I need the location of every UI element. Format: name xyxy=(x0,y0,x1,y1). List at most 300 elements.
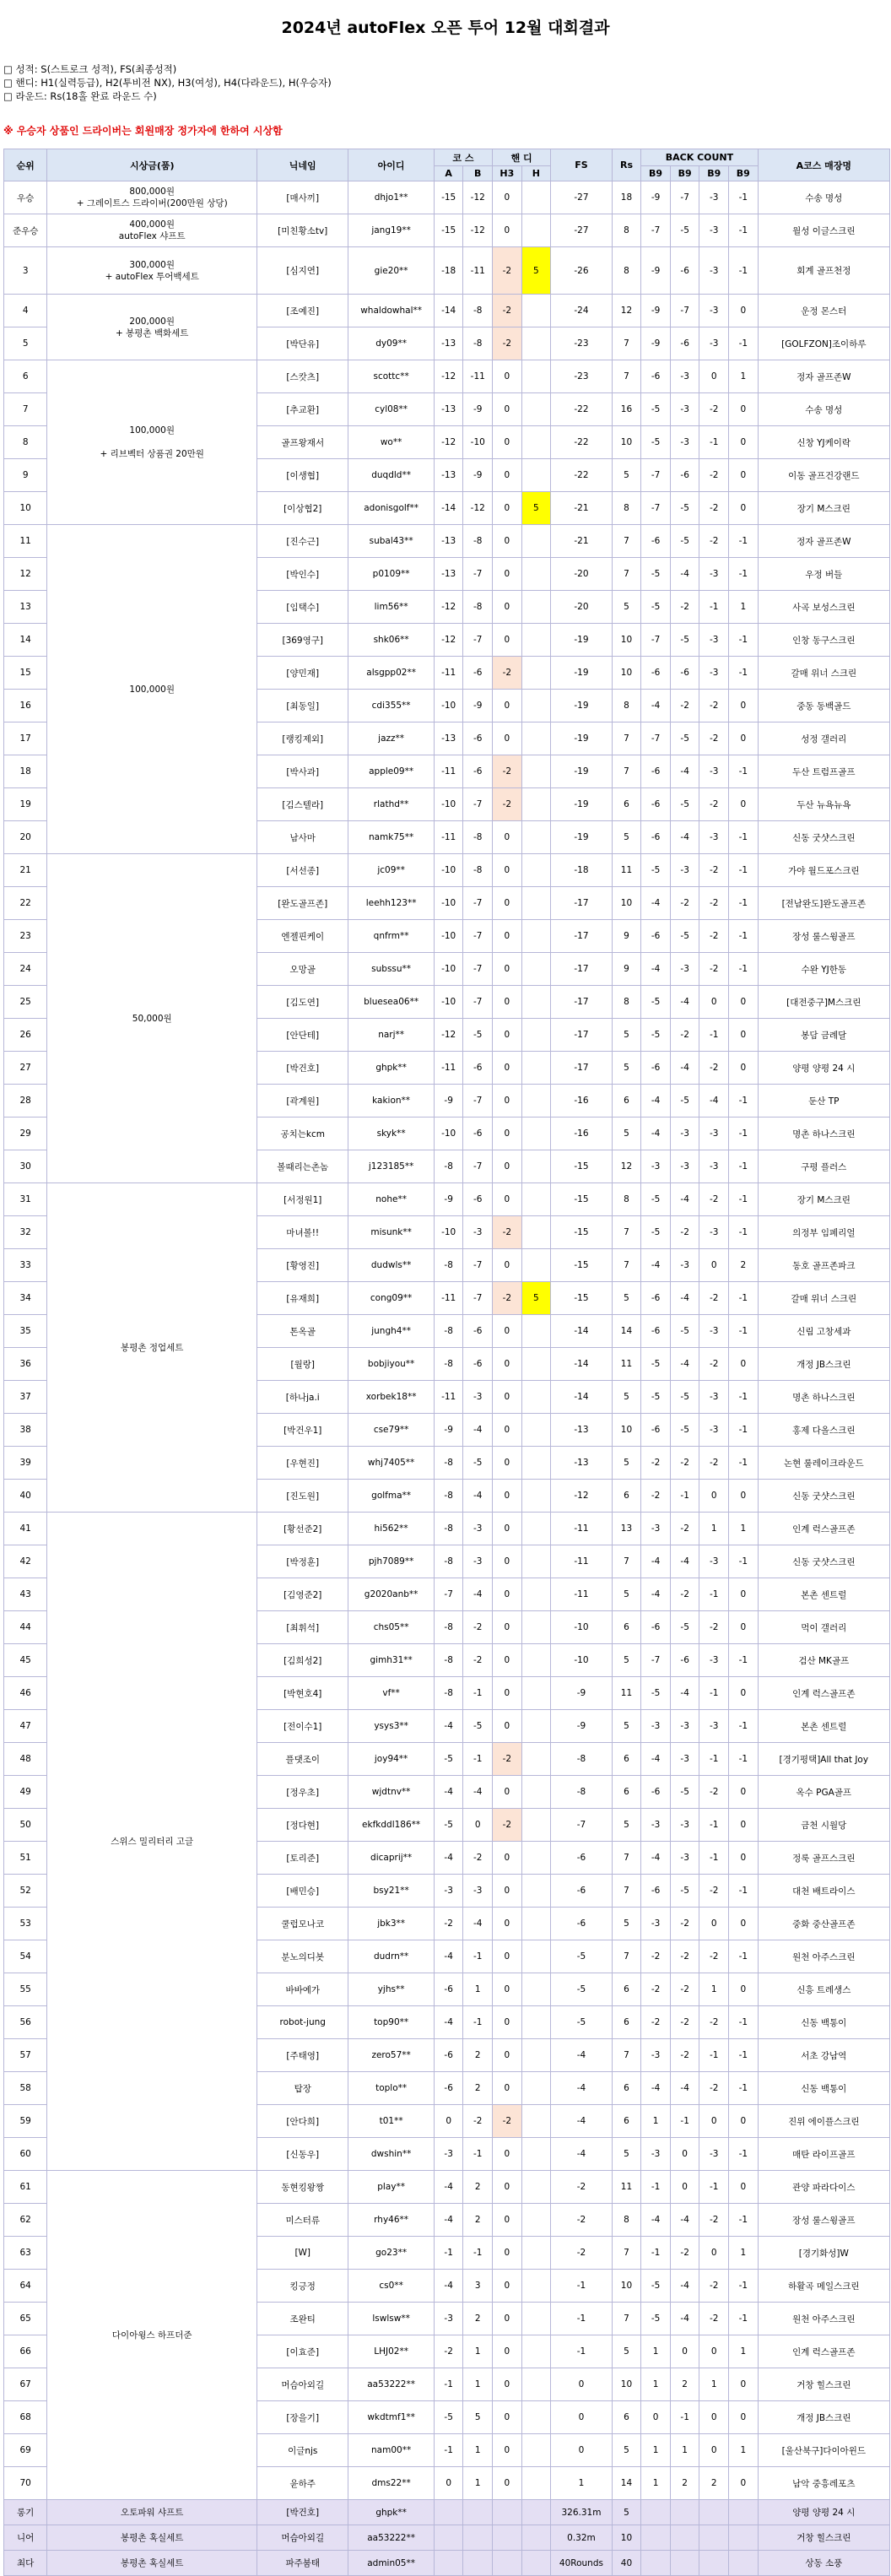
backcount-cell: -5 xyxy=(670,920,699,953)
fs-cell: -2 xyxy=(551,2204,613,2237)
backcount-cell: 1 xyxy=(641,2105,671,2138)
award-row xyxy=(4,2551,890,2576)
header-b9-1: B9 xyxy=(641,166,671,181)
rank-cell: 20 xyxy=(4,821,47,854)
backcount-cell: -4 xyxy=(670,1052,699,1085)
handi-h3-cell: 0 xyxy=(493,1447,522,1480)
handi-h-cell xyxy=(521,1545,551,1578)
backcount-cell: -4 xyxy=(641,690,671,722)
nickname-cell: [심지연] xyxy=(257,247,348,295)
backcount-cell: -3 xyxy=(670,1842,699,1875)
rank-cell: 60 xyxy=(4,2138,47,2171)
empty-cell xyxy=(699,2551,729,2576)
nickname-cell: [박사과] xyxy=(257,755,348,788)
handi-h-cell xyxy=(521,690,551,722)
header-b9-4: B9 xyxy=(729,166,759,181)
rank-cell: 42 xyxy=(4,1545,47,1578)
course-a-cell: -3 xyxy=(434,1875,463,1908)
course-b-cell: -6 xyxy=(463,1052,493,1085)
rs-cell: 7 xyxy=(612,722,641,755)
handi-h3-cell: 0 xyxy=(493,2072,522,2105)
course-a-cell: -7 xyxy=(434,1578,463,1611)
rs-cell: 6 xyxy=(612,2401,641,2434)
nickname-cell: [최휘석] xyxy=(257,1611,348,1644)
fs-cell: -6 xyxy=(551,1842,613,1875)
course-b-cell: -1 xyxy=(463,2006,493,2039)
course-a-cell: -9 xyxy=(434,1085,463,1118)
fs-cell: -9 xyxy=(551,1710,613,1743)
rank-cell: 70 xyxy=(4,2467,47,2500)
backcount-cell: -5 xyxy=(670,722,699,755)
rs-cell: 11 xyxy=(612,1348,641,1381)
course-b-cell: -12 xyxy=(463,492,493,525)
handi-h3-cell: 0 xyxy=(493,1019,522,1052)
backcount-cell: -7 xyxy=(641,722,671,755)
backcount-cell: -6 xyxy=(641,1611,671,1644)
rank-cell: 21 xyxy=(4,854,47,887)
backcount-cell: -3 xyxy=(699,1381,729,1414)
backcount-cell: -6 xyxy=(670,657,699,690)
fs-cell: -22 xyxy=(551,393,613,426)
course-a-cell: -13 xyxy=(434,327,463,360)
backcount-cell: -2 xyxy=(670,2237,699,2270)
rank-cell: 13 xyxy=(4,591,47,624)
handi-h-cell xyxy=(521,1315,551,1348)
store-cell: 서초 강남역 xyxy=(758,2039,889,2072)
course-a-cell: -11 xyxy=(434,821,463,854)
nickname-cell: [박정훈] xyxy=(257,1545,348,1578)
nickname-cell: 파주붐태 xyxy=(257,2551,348,2576)
backcount-cell: -6 xyxy=(641,788,671,821)
id-cell: alsgpp02** xyxy=(348,657,435,690)
table-row xyxy=(4,2171,890,2204)
nickname-cell: [조예진] xyxy=(257,295,348,327)
backcount-cell: -1 xyxy=(729,1414,759,1447)
page-title: 2024년 autoFlex 오픈 투어 12월 대회결과 xyxy=(281,19,610,37)
backcount-cell: -1 xyxy=(729,247,759,295)
course-a-cell: -10 xyxy=(434,920,463,953)
rs-cell: 5 xyxy=(612,1447,641,1480)
rs-cell: 6 xyxy=(612,1085,641,1118)
rank-cell: 48 xyxy=(4,1743,47,1776)
course-a-cell: -4 xyxy=(434,2171,463,2204)
fs-cell: -17 xyxy=(551,1052,613,1085)
nickname-cell: [박건호] xyxy=(257,2500,348,2525)
backcount-cell: -5 xyxy=(641,1677,671,1710)
course-a-cell: -6 xyxy=(434,2072,463,2105)
rank-cell: 9 xyxy=(4,459,47,492)
fs-cell: -11 xyxy=(551,1578,613,1611)
backcount-cell: 0 xyxy=(729,1842,759,1875)
backcount-cell: -1 xyxy=(729,2072,759,2105)
backcount-cell: -5 xyxy=(670,525,699,558)
rs-cell: 5 xyxy=(612,459,641,492)
handi-h3-cell: 0 xyxy=(493,2237,522,2270)
backcount-cell: -1 xyxy=(699,591,729,624)
header-backcount: BACK COUNT xyxy=(641,149,758,166)
id-cell: vf** xyxy=(348,1677,435,1710)
empty-cell xyxy=(463,2500,493,2525)
backcount-cell: -1 xyxy=(729,327,759,360)
store-cell: 이동 골프건강랜드 xyxy=(758,459,889,492)
fs-cell: -2 xyxy=(551,2171,613,2204)
nickname-cell: [이효준] xyxy=(257,2335,348,2368)
id-cell: qnfrm** xyxy=(348,920,435,953)
fs-cell: -15 xyxy=(551,1216,613,1249)
course-a-cell: -15 xyxy=(434,214,463,247)
rs-cell: 10 xyxy=(612,2270,641,2303)
fs-cell: -5 xyxy=(551,2006,613,2039)
id-cell: cs0** xyxy=(348,2270,435,2303)
rs-cell: 5 xyxy=(612,821,641,854)
rs-cell: 10 xyxy=(612,887,641,920)
id-cell: lim56** xyxy=(348,591,435,624)
rs-cell: 11 xyxy=(612,2171,641,2204)
backcount-cell: -6 xyxy=(641,525,671,558)
course-b-cell: 1 xyxy=(463,2368,493,2401)
award-value-cell: 326.31m xyxy=(551,2500,613,2525)
empty-cell xyxy=(699,2500,729,2525)
rank-cell: 34 xyxy=(4,1282,47,1315)
id-cell: whj7405** xyxy=(348,1447,435,1480)
backcount-cell: 0 xyxy=(699,1908,729,1940)
backcount-cell: -1 xyxy=(729,1875,759,1908)
course-a-cell: -11 xyxy=(434,1052,463,1085)
backcount-cell: -1 xyxy=(729,1940,759,1973)
handi-h-cell xyxy=(521,722,551,755)
handi-h3-cell: 0 xyxy=(493,1973,522,2006)
fs-cell: -17 xyxy=(551,986,613,1019)
backcount-cell: -6 xyxy=(641,821,671,854)
course-a-cell: -18 xyxy=(434,247,463,295)
rs-cell: 7 xyxy=(612,2039,641,2072)
nickname-cell: [완도골프존] xyxy=(257,887,348,920)
backcount-cell: -2 xyxy=(670,690,699,722)
rank-cell: 32 xyxy=(4,1216,47,1249)
course-a-cell: 0 xyxy=(434,2467,463,2500)
backcount-cell: -3 xyxy=(699,214,729,247)
id-cell: ysys3** xyxy=(348,1710,435,1743)
course-a-cell: -13 xyxy=(434,525,463,558)
id-cell: chs05** xyxy=(348,1611,435,1644)
backcount-cell: -4 xyxy=(641,1118,671,1150)
course-b-cell: 1 xyxy=(463,2335,493,2368)
handi-h3-cell: 0 xyxy=(493,2138,522,2171)
store-cell: 홍제 다올스크린 xyxy=(758,1414,889,1447)
rank-cell: 36 xyxy=(4,1348,47,1381)
handi-h3-cell: 0 xyxy=(493,558,522,591)
store-cell: 먹이 갤러리 xyxy=(758,1611,889,1644)
backcount-cell: -1 xyxy=(729,181,759,214)
backcount-cell: -7 xyxy=(641,624,671,657)
nickname-cell: [월랑] xyxy=(257,1348,348,1381)
fs-cell: -17 xyxy=(551,953,613,986)
backcount-cell: -6 xyxy=(641,755,671,788)
nickname-cell: [임택수] xyxy=(257,591,348,624)
rs-cell: 12 xyxy=(612,295,641,327)
id-cell: go23** xyxy=(348,2237,435,2270)
handi-h3-cell: 0 xyxy=(493,1315,522,1348)
rank-cell: 31 xyxy=(4,1183,47,1216)
course-b-cell: -4 xyxy=(463,1908,493,1940)
store-cell: 거창 힐스크린 xyxy=(758,2525,889,2551)
backcount-cell: -5 xyxy=(670,1414,699,1447)
course-b-cell: -1 xyxy=(463,1743,493,1776)
backcount-cell: -1 xyxy=(641,2237,671,2270)
handi-h3-cell: 0 xyxy=(493,2335,522,2368)
handi-h-cell xyxy=(521,591,551,624)
backcount-cell: -4 xyxy=(641,1578,671,1611)
table-row xyxy=(4,1183,890,1216)
id-cell: bluesea06** xyxy=(348,986,435,1019)
backcount-cell: -5 xyxy=(670,788,699,821)
handi-h-cell xyxy=(521,1414,551,1447)
rs-cell: 5 xyxy=(612,1381,641,1414)
rs-cell: 7 xyxy=(612,1940,641,1973)
backcount-cell: -6 xyxy=(641,1776,671,1809)
rank-cell: 57 xyxy=(4,2039,47,2072)
course-a-cell: -4 xyxy=(434,1710,463,1743)
rs-cell: 5 xyxy=(612,2500,641,2525)
backcount-cell: 2 xyxy=(670,2368,699,2401)
handi-h-cell xyxy=(521,1644,551,1677)
id-cell: nohe** xyxy=(348,1183,435,1216)
handi-h-cell xyxy=(521,920,551,953)
store-cell: 신동 굿샷스크린 xyxy=(758,821,889,854)
store-cell: 명촌 하나스크린 xyxy=(758,1381,889,1414)
store-cell: 중동 동백골드 xyxy=(758,690,889,722)
backcount-cell: -2 xyxy=(699,1052,729,1085)
backcount-cell: -3 xyxy=(699,755,729,788)
handi-h3-cell: 0 xyxy=(493,2467,522,2500)
store-cell: 신림 고창세과 xyxy=(758,1315,889,1348)
store-cell: [대전중구]M스크린 xyxy=(758,986,889,1019)
id-cell: apple09** xyxy=(348,755,435,788)
course-a-cell: -8 xyxy=(434,1447,463,1480)
nickname-cell: [최동일] xyxy=(257,690,348,722)
backcount-cell: -1 xyxy=(729,1118,759,1150)
nickname-cell: [미친황소tv] xyxy=(257,214,348,247)
handi-h-cell xyxy=(521,1150,551,1183)
store-cell: 의정부 임페리얼 xyxy=(758,1216,889,1249)
nickname-cell: [안다희] xyxy=(257,2105,348,2138)
backcount-cell: -3 xyxy=(699,657,729,690)
backcount-cell: -4 xyxy=(670,2303,699,2335)
rank-cell: 68 xyxy=(4,2401,47,2434)
handi-h-cell xyxy=(521,295,551,327)
course-a-cell: -10 xyxy=(434,788,463,821)
handi-h-cell xyxy=(521,657,551,690)
backcount-cell: 0 xyxy=(729,295,759,327)
store-cell: 회계 골프천정 xyxy=(758,247,889,295)
rs-cell: 8 xyxy=(612,690,641,722)
backcount-cell: -3 xyxy=(699,327,729,360)
backcount-cell: -5 xyxy=(670,492,699,525)
handi-h3-cell: 0 xyxy=(493,1052,522,1085)
rs-cell: 6 xyxy=(612,1973,641,2006)
backcount-cell: 1 xyxy=(729,2434,759,2467)
fs-cell: -6 xyxy=(551,1908,613,1940)
backcount-cell: -2 xyxy=(699,953,729,986)
rs-cell: 7 xyxy=(612,1216,641,1249)
fs-cell: -16 xyxy=(551,1118,613,1150)
handi-h3-cell: 0 xyxy=(493,1348,522,1381)
rank-cell: 준우승 xyxy=(4,214,47,247)
course-a-cell: -4 xyxy=(434,2204,463,2237)
rs-cell: 12 xyxy=(612,1150,641,1183)
backcount-cell: -7 xyxy=(641,1644,671,1677)
table-row xyxy=(4,1513,890,1545)
id-cell: ghpk** xyxy=(348,1052,435,1085)
handi-h-cell xyxy=(521,1677,551,1710)
backcount-cell: 0 xyxy=(699,2434,729,2467)
course-b-cell: -2 xyxy=(463,2105,493,2138)
course-b-cell: -4 xyxy=(463,1480,493,1513)
nickname-cell: [박현호4] xyxy=(257,1677,348,1710)
rank-cell: 59 xyxy=(4,2105,47,2138)
store-cell: 신창 YJ케이락 xyxy=(758,426,889,459)
rank-cell: 47 xyxy=(4,1710,47,1743)
backcount-cell: 0 xyxy=(729,1973,759,2006)
empty-cell xyxy=(521,2551,551,2576)
nickname-cell: 머슴아외길 xyxy=(257,2368,348,2401)
course-a-cell: -2 xyxy=(434,1908,463,1940)
backcount-cell: -9 xyxy=(641,247,671,295)
backcount-cell: -3 xyxy=(641,1908,671,1940)
backcount-cell: -4 xyxy=(670,1545,699,1578)
rank-cell: 3 xyxy=(4,247,47,295)
id-cell: whaldowhal** xyxy=(348,295,435,327)
empty-cell xyxy=(434,2525,463,2551)
id-cell: wkdtmf1** xyxy=(348,2401,435,2434)
backcount-cell: -2 xyxy=(670,1216,699,1249)
course-b-cell: 1 xyxy=(463,2467,493,2500)
award-prize-cell: 봉평촌 혹실세트 xyxy=(47,2551,257,2576)
legend xyxy=(3,62,332,103)
backcount-cell: -3 xyxy=(699,1644,729,1677)
store-cell: 명촌 하나스크린 xyxy=(758,1118,889,1150)
handi-h3-cell: 0 xyxy=(493,887,522,920)
course-b-cell: -1 xyxy=(463,1940,493,1973)
backcount-cell: -5 xyxy=(670,214,699,247)
store-cell: 논현 룰레이크라운드 xyxy=(758,1447,889,1480)
nickname-cell: [김도연] xyxy=(257,986,348,1019)
id-cell: p0109** xyxy=(348,558,435,591)
backcount-cell: -4 xyxy=(641,1842,671,1875)
backcount-cell: -1 xyxy=(729,2303,759,2335)
handi-h3-cell: -2 xyxy=(493,1216,522,1249)
course-b-cell: -5 xyxy=(463,1447,493,1480)
handi-h3-cell: -2 xyxy=(493,1282,522,1315)
fs-cell: -17 xyxy=(551,1019,613,1052)
store-cell: 신동 백통이 xyxy=(758,2006,889,2039)
backcount-cell: -1 xyxy=(729,1150,759,1183)
rs-cell: 7 xyxy=(612,1875,641,1908)
course-b-cell: -8 xyxy=(463,525,493,558)
rank-cell: 16 xyxy=(4,690,47,722)
handi-h3-cell: 0 xyxy=(493,1513,522,1545)
fs-cell: 0 xyxy=(551,2368,613,2401)
header-rs: Rs xyxy=(612,149,641,181)
id-cell: lswlsw** xyxy=(348,2303,435,2335)
rs-cell: 16 xyxy=(612,393,641,426)
course-b-cell: -12 xyxy=(463,181,493,214)
handi-h3-cell: 0 xyxy=(493,492,522,525)
backcount-cell: -2 xyxy=(699,2303,729,2335)
course-b-cell: -7 xyxy=(463,953,493,986)
rank-cell: 43 xyxy=(4,1578,47,1611)
results-body xyxy=(4,181,890,2576)
handi-h3-cell: 0 xyxy=(493,1480,522,1513)
store-cell: 본촌 센트럴 xyxy=(758,1710,889,1743)
award-type-cell: 니어 xyxy=(4,2525,47,2551)
id-cell: ghpk** xyxy=(348,2500,435,2525)
handi-h-cell xyxy=(521,1578,551,1611)
header-nickname: 닉네임 xyxy=(257,149,348,181)
backcount-cell: 0 xyxy=(670,2171,699,2204)
backcount-cell: 0 xyxy=(729,426,759,459)
prize-cell: 100,000원 xyxy=(47,525,257,854)
course-a-cell: -12 xyxy=(434,591,463,624)
backcount-cell: -7 xyxy=(641,492,671,525)
award-prize-cell: 봉평촌 혹실세트 xyxy=(47,2525,257,2551)
course-a-cell: -10 xyxy=(434,1216,463,1249)
backcount-cell: 0 xyxy=(729,722,759,755)
course-a-cell: -8 xyxy=(434,1315,463,1348)
backcount-cell: -2 xyxy=(670,2006,699,2039)
header-id: 아이디 xyxy=(348,149,435,181)
id-cell: bsy21** xyxy=(348,1875,435,1908)
fs-cell: -1 xyxy=(551,2270,613,2303)
header-rank: 순위 xyxy=(4,149,47,181)
course-a-cell: -9 xyxy=(434,1414,463,1447)
backcount-cell: 1 xyxy=(641,2335,671,2368)
handi-h-cell xyxy=(521,953,551,986)
backcount-cell: -4 xyxy=(670,821,699,854)
backcount-cell: -4 xyxy=(641,1249,671,1282)
id-cell: jungh4** xyxy=(348,1315,435,1348)
empty-cell xyxy=(521,2500,551,2525)
backcount-cell: -1 xyxy=(641,2171,671,2204)
backcount-cell: -5 xyxy=(641,1019,671,1052)
backcount-cell: -1 xyxy=(699,1842,729,1875)
backcount-cell: -1 xyxy=(729,1545,759,1578)
rank-cell: 53 xyxy=(4,1908,47,1940)
backcount-cell: -1 xyxy=(670,2401,699,2434)
backcount-cell: -3 xyxy=(670,393,699,426)
course-a-cell: -13 xyxy=(434,459,463,492)
rs-cell: 5 xyxy=(612,1282,641,1315)
backcount-cell: 1 xyxy=(641,2467,671,2500)
legend-handi: □ 핸디: H1(실력등급), H2(투비전 NX), H3(여성), H4(다라운드), H(우승자) xyxy=(3,77,332,89)
backcount-cell: -1 xyxy=(699,2039,729,2072)
course-a-cell: -13 xyxy=(434,393,463,426)
rank-cell: 30 xyxy=(4,1150,47,1183)
backcount-cell: 1 xyxy=(699,1973,729,2006)
id-cell: namk75** xyxy=(348,821,435,854)
backcount-cell: -1 xyxy=(729,1743,759,1776)
rank-cell: 8 xyxy=(4,426,47,459)
id-cell: dudwls** xyxy=(348,1249,435,1282)
backcount-cell: -3 xyxy=(670,1150,699,1183)
fs-cell: -1 xyxy=(551,2303,613,2335)
nickname-cell: [주태영] xyxy=(257,2039,348,2072)
course-a-cell: -3 xyxy=(434,2303,463,2335)
rs-cell: 6 xyxy=(612,1776,641,1809)
rs-cell: 5 xyxy=(612,591,641,624)
backcount-cell: -1 xyxy=(729,2006,759,2039)
course-a-cell: -10 xyxy=(434,887,463,920)
